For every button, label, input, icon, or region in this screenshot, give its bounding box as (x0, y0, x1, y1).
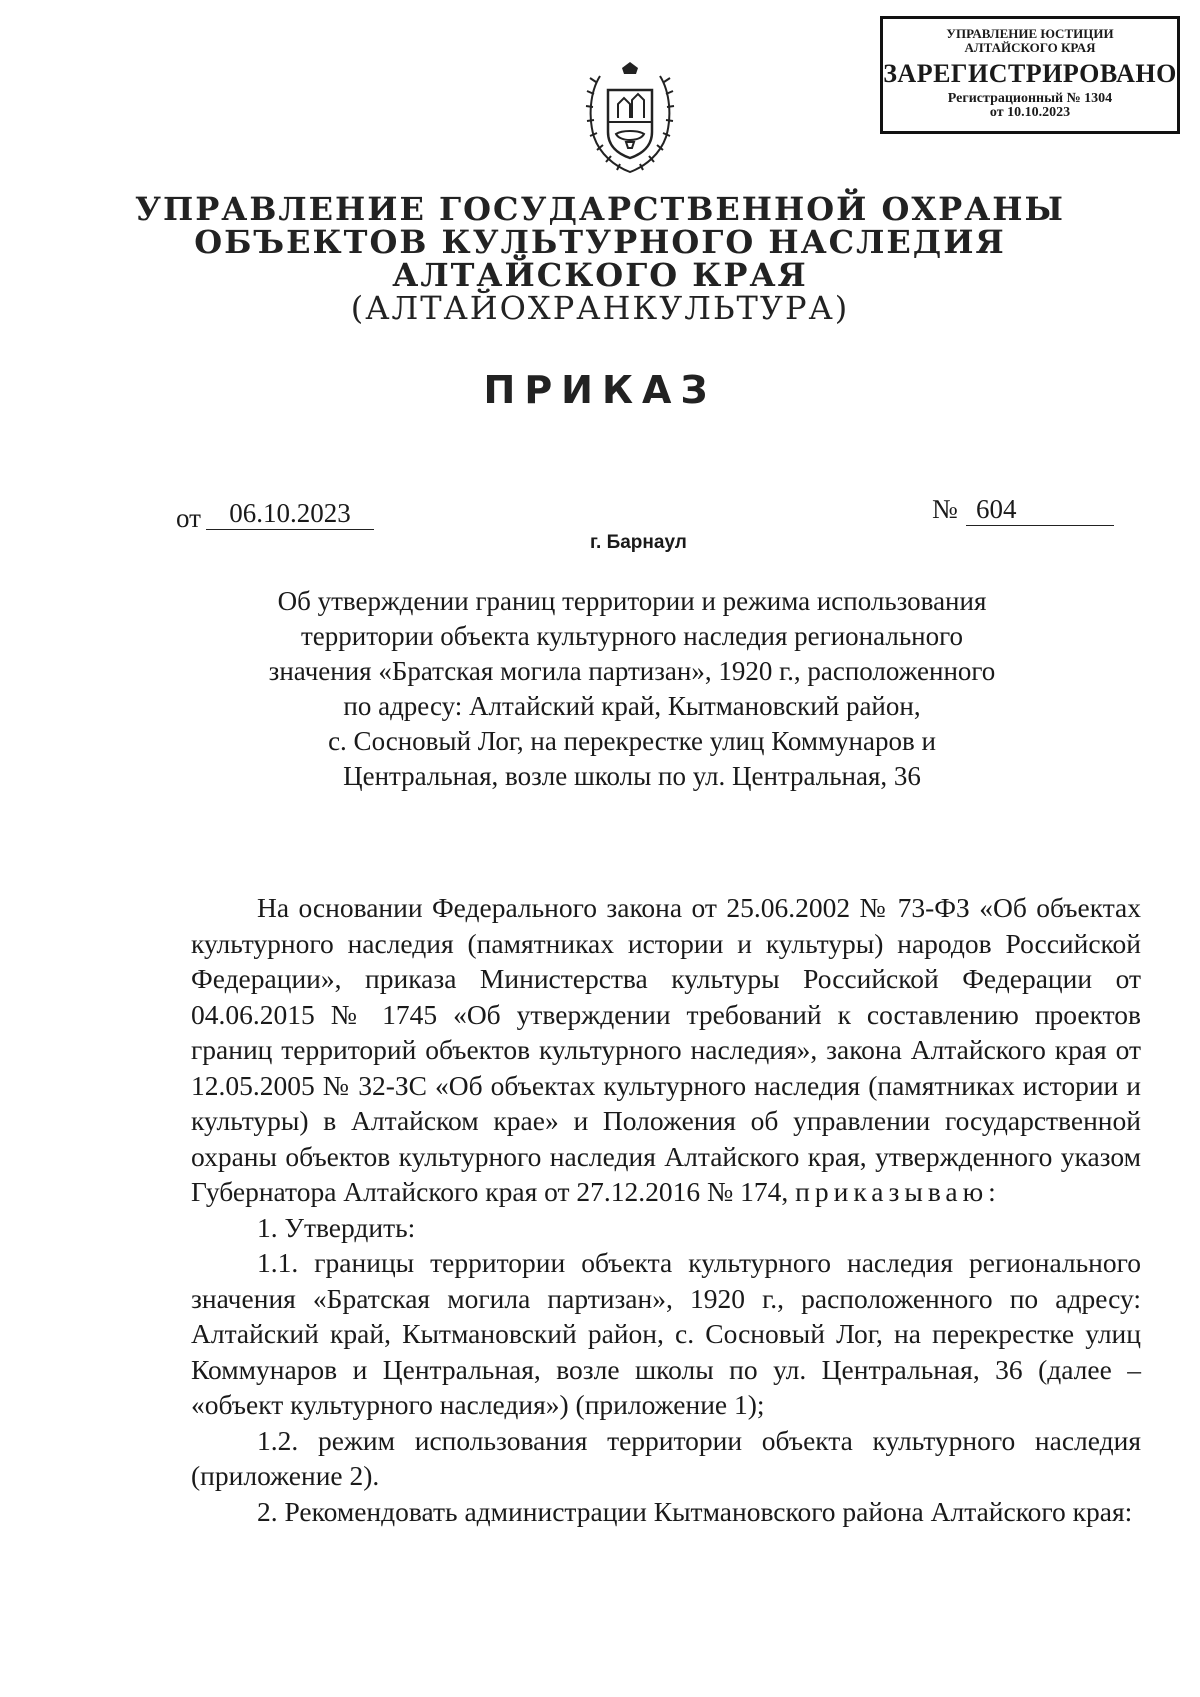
stamp-reg-number: Регистрационный № 1304 (947, 90, 1113, 106)
document-number: 604 (966, 494, 1114, 526)
order-item-1-2: 1.2. режим использования территории объекта культурного наследия (приложение 2). (191, 1424, 1141, 1491)
stamp-reg-date: от 10.10.2023 (989, 105, 1071, 121)
date-prefix: от (176, 503, 201, 533)
stamp-authority-line1: УПРАВЛЕНИЕ ЮСТИЦИИ (946, 26, 1114, 41)
stamp-status: ЗАРЕГИСТРИРОВАНО (883, 59, 1177, 89)
agency-name-line1: УПРАВЛЕНИЕ ГОСУДАРСТВЕННОЙ ОХРАНЫ (135, 190, 1065, 228)
registration-stamp (880, 16, 1180, 134)
document-type-title: ПРИКАЗ (483, 368, 717, 412)
subject-line: Об утверждении границ территории и режима использования (277, 586, 987, 616)
subject-line: значения «Братская могила партизан», 1920 г., расположенного (268, 656, 996, 686)
agency-name-line2: ОБЪЕКТОВ КУЛЬТУРНОГО НАСЛЕДИЯ (194, 223, 1006, 261)
city-name: г. Барнаул (590, 532, 687, 553)
document-body (191, 890, 1141, 1529)
coat-of-arms-emblem (582, 62, 678, 180)
subject-line: территории объекта культурного наследия регионального (300, 621, 963, 651)
order-word: приказываю: (795, 1176, 1001, 1207)
subject-line: по адресу: Алтайский край, Кытмановский район, (343, 691, 921, 721)
document-date: 06.10.2023 (206, 498, 374, 530)
number-prefix: № (932, 494, 958, 524)
preamble-paragraph (191, 890, 1141, 1210)
subject-line: Центральная, возле школы по ул. Центральная, 36 (343, 761, 921, 791)
agency-name-line3: АЛТАЙСКОГО КРАЯ (392, 256, 808, 294)
stamp-authority-line2: АЛТАЙСКОГО КРАЯ (964, 39, 1096, 55)
order-item-1: 1. Утвердить: (257, 1211, 416, 1243)
document-subject (232, 584, 1032, 794)
order-item-2: 2. Рекомендовать администрации Кытмановского района Алтайского края: (257, 1495, 1133, 1527)
order-item-1-1: 1.1. границы территории объекта культурного наследия регионального значения «Братская могила партизан», 1920 г., расположенного по адресу: Алтайский край, Кытмановский район, с. Сосновый Лог, на перекрестке улиц Коммунаров и Центральная, возле школы по ул. Центральная, 36 (далее – «объект культурного наследия») (приложение 1); (191, 1247, 1141, 1420)
agency-abbreviation: (АЛТАЙОХРАНКУЛЬТУРА) (350, 289, 850, 327)
subject-line: с. Сосновый Лог, на перекрестке улиц Коммунаров и (328, 726, 936, 756)
preamble-text: На основании Федерального закона от 25.06.2002 № 73-ФЗ «Об объектах культурного наследия (памятниках истории и культуры) народов Российской Федерации», приказа Министерства культуры Российской Федерации от 04.06.2015 № 1745 «Об утверждении требований к составлению проектов границ территорий объектов культурного наследия», закона Алтайского края от 12.05.2005 № 32-ЗС «Об объектах культурного наследия (памятниках истории и культуры) в Алтайском крае» и Положения об управлении государственной охраны объектов культурного наследия Алтайского края, утвержденного указом Губернатора Алтайского края от 27.12.2016 № 174, (191, 892, 1141, 1207)
